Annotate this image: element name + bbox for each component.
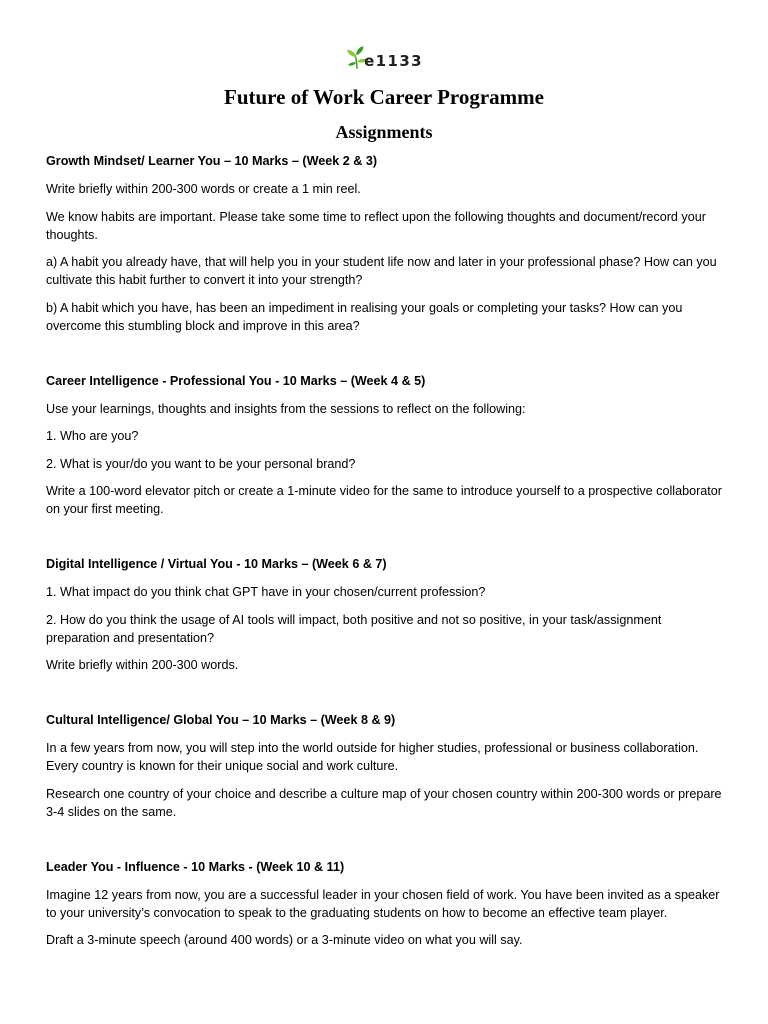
document-title: Future of Work Career Programme — [224, 85, 544, 109]
paragraph: Write briefly within 200-300 words or create a 1 min reel. — [46, 182, 361, 196]
e1133-logo — [347, 45, 423, 71]
paragraph: Draft a 3-minute speech (around 400 words) or a 3-minute video on what you will say. — [46, 933, 523, 947]
paragraph: 1. What impact do you think chat GPT have in your chosen/current profession? — [46, 585, 486, 599]
paragraph: a) A habit you already have, that will help you in your student life now and later in your professional phase? How can you cultivate this habit further to convert it into your strength? — [46, 255, 717, 287]
paragraph: Imagine 12 years from now, you are a successful leader in your chosen field of work. You have been invited as a speaker to your university’s convocation to speak to the graduating students on how to become an effective team player. — [46, 887, 720, 920]
section-heading: Growth Mindset/ Learner You – 10 Marks – (Week 2 & 3) — [46, 154, 378, 168]
document-body — [46, 152, 726, 986]
paragraph: 2. How do you think the usage of AI tools will impact, both positive and not so positive, in your task/assignment preparation and presentation? — [46, 612, 662, 645]
assignment-section — [46, 858, 726, 950]
paragraph: Research one country of your choice and describe a culture map of your chosen country within 200-300 words or prepare 3-4 slides on the same. — [46, 786, 722, 819]
logo-text: e1133 — [364, 52, 423, 70]
section-heading: Cultural Intelligence/ Global You – 10 Marks – (Week 8 & 9) — [46, 713, 396, 727]
paragraph: We know habits are important. Please take some time to reflect upon the following thoughts and document/record your thoughts. — [46, 209, 706, 242]
paragraph: 2. What is your/do you want to be your personal brand? — [46, 456, 356, 471]
paragraph: 1. Who are you? — [46, 429, 139, 443]
assignment-section — [46, 711, 726, 821]
section-heading: Career Intelligence - Professional You - 10 Marks – (Week 4 & 5) — [46, 373, 426, 388]
paragraph: Write a 100-word elevator pitch or create a 1-minute video for the same to introduce yourself to a prospective collaborator on your first meeting. — [46, 484, 722, 516]
paragraph: b) A habit which you have, has been an impediment in realising your goals or completing your tasks? How can you overcome this stumbling block and improve in this area? — [46, 300, 683, 333]
assignment-section — [46, 555, 726, 674]
paragraph: In a few years from now, you will step into the world outside for higher studies, professional or business collaboration. Every country is known for their unique social and work culture. — [46, 741, 699, 773]
section-heading: Leader You - Influence - 10 Marks - (Week 10 & 11) — [46, 859, 345, 874]
assignment-section — [46, 152, 726, 335]
assignment-section — [46, 372, 726, 519]
paragraph: Write briefly within 200-300 words. — [46, 658, 239, 672]
document-subtitle: Assignments — [335, 122, 433, 142]
section-heading: Digital Intelligence / Virtual You - 10 Marks – (Week 6 & 7) — [46, 557, 387, 571]
paragraph: Use your learnings, thoughts and insights from the sessions to reflect on the following: — [46, 401, 526, 416]
